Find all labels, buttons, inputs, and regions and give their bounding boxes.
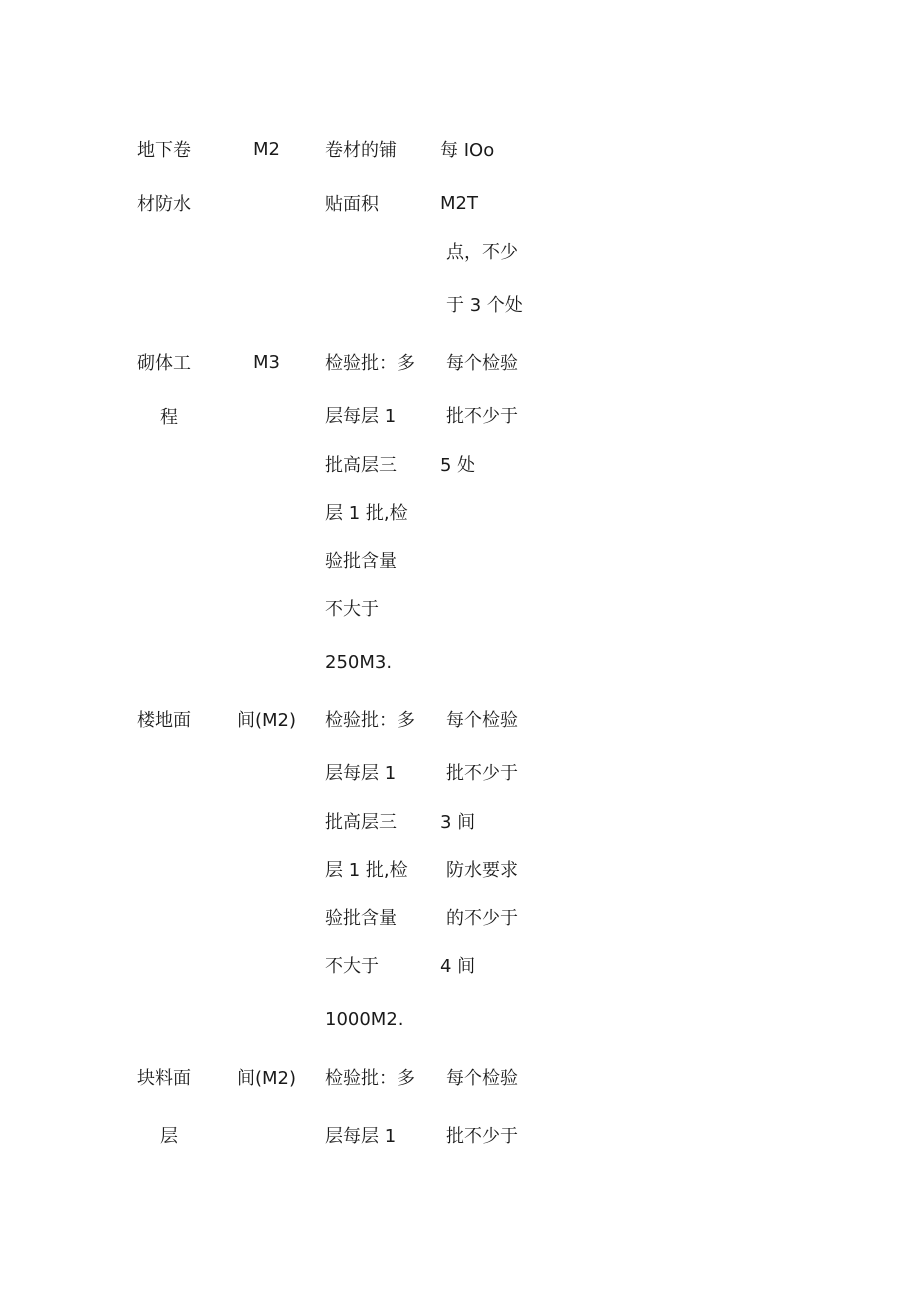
scope-line: 批高层三 (325, 455, 397, 476)
scope-line: 贴面积 (325, 194, 379, 215)
scope-line: 检验批：多 (325, 710, 415, 731)
scope-line: 检验批：多 (325, 353, 415, 374)
scope-line: 层 1 批,检 (325, 503, 408, 524)
check-line: 4 间 (440, 956, 476, 977)
unit-label: 间(M2) (237, 710, 297, 731)
check-line: 于 3 个处 (446, 295, 523, 316)
check-line: 每个检验 (446, 710, 518, 731)
item-name-line: 块料面 (137, 1068, 191, 1089)
item-name-line: 地下卷 (137, 140, 191, 161)
item-name-line: 楼地面 (137, 710, 191, 731)
scope-line: 层 1 批,检 (325, 860, 408, 881)
scope-line: 1000M2. (325, 1009, 404, 1030)
check-line: 5 处 (440, 455, 476, 476)
check-line: 每 IOo (440, 140, 495, 161)
check-line: 批不少于 (446, 763, 518, 784)
scope-line: 250M3. (325, 652, 393, 673)
check-line: 每个检验 (446, 1068, 518, 1089)
scope-line: 不大于 (325, 599, 379, 620)
scope-line: 批高层三 (325, 812, 397, 833)
scope-line: 验批含量 (325, 908, 397, 929)
check-line: 批不少于 (446, 406, 518, 427)
check-line: 防水要求 (446, 860, 518, 881)
item-name-line: 程 (160, 407, 178, 428)
check-line: 点，不少 (446, 242, 518, 263)
scope-line: 卷材的铺 (325, 140, 397, 161)
check-line: 3 间 (440, 812, 476, 833)
check-line: 每个检验 (446, 353, 518, 374)
item-name-line: 材防水 (137, 194, 191, 215)
scope-line: 层每层 1 (325, 1126, 397, 1147)
scope-line: 不大于 (325, 956, 379, 977)
unit-label: 间(M2) (237, 1068, 297, 1089)
check-line: 批不少于 (446, 1126, 518, 1147)
unit-label: M2 (253, 139, 280, 160)
scope-line: 验批含量 (325, 551, 397, 572)
item-name-line: 砌体工 (137, 353, 191, 374)
check-line: 的不少于 (446, 908, 518, 929)
item-name-line: 层 (160, 1126, 178, 1147)
check-line: M2T (440, 193, 478, 214)
scope-line: 层每层 1 (325, 406, 397, 427)
unit-label: M3 (253, 352, 280, 373)
scope-line: 层每层 1 (325, 763, 397, 784)
scope-line: 检验批：多 (325, 1068, 415, 1089)
